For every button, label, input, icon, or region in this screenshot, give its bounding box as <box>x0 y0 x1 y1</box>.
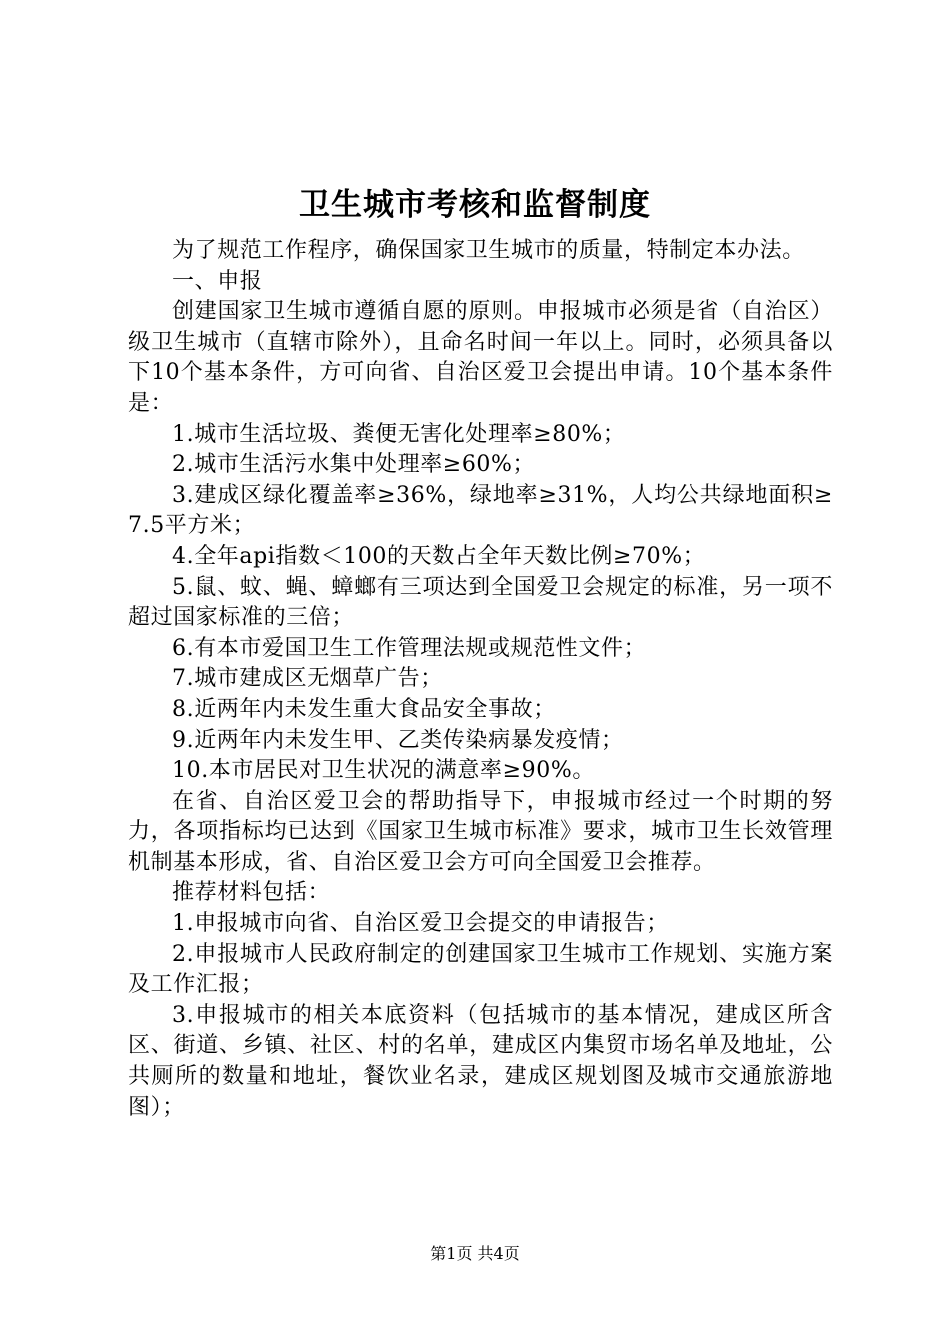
condition-item: 8.近两年内未发生重大食品安全事故； <box>172 696 556 722</box>
paragraph-intro: 为了规范工作程序，确保国家卫生城市的质量，特制定本办法。 <box>172 238 805 263</box>
paragraph-recommendation: 在省、自治区爱卫会的帮助指导下，申报城市经过一个时期的努力，各项指标均已达到《国家卫生城市标准》要求，城市卫生长效管理机制基本形成，省、自治区爱卫会方可向全国爱卫会推荐。 <box>128 788 833 875</box>
material-item: 1.申报城市向省、自治区爱卫会提交的申请报告； <box>172 911 669 937</box>
condition-item: 2.城市生活污水集中处理率≥60%； <box>172 452 536 478</box>
condition-item: 4.全年api指数＜100的天数占全年天数比例≥70%； <box>172 543 706 569</box>
material-item: 2.申报城市人民政府制定的创建国家卫生城市工作规划、实施方案及工作汇报； <box>128 941 833 998</box>
page-number-footer: 第1页 共4页 <box>430 1244 520 1263</box>
document-title: 卫生城市考核和监督制度 <box>299 187 651 223</box>
paragraph-principle: 创建国家卫生城市遵循自愿的原则。申报城市必须是省（自治区）级卫生城市（直辖市除外），且命名时间一年以上。同时，必须具备以下10个基本条件，方可向省、自治区爱卫会提出申请。10个基本条件是： <box>128 299 833 416</box>
document-body <box>128 236 833 1123</box>
condition-item: 3.建成区绿化覆盖率≥36%，绿地率≥31%，人均公共绿地面积≥7.5平方米； <box>128 482 833 539</box>
condition-item: 7.城市建成区无烟草广告； <box>172 666 443 692</box>
condition-item: 6.有本市爱国卫生工作管理法规或规范性文件； <box>172 635 647 661</box>
materials-heading: 推荐材料包括： <box>172 880 331 906</box>
condition-item: 1.城市生活垃圾、粪便无害化处理率≥80%； <box>172 421 626 447</box>
condition-item: 10.本市居民对卫生状况的满意率≥90%。 <box>172 758 595 784</box>
condition-item: 5.鼠、蚊、蝇、蟑螂有三项达到全国爱卫会规定的标准，另一项不超过国家标准的三倍； <box>128 574 833 631</box>
material-item: 3.申报城市的相关本底资料（包括城市的基本情况，建成区所含区、街道、乡镇、社区、村的名单，建成区内集贸市场名单及地址，公共厕所的数量和地址，餐饮业名录，建成区规划图及城市交通旅游地图）； <box>128 1002 833 1120</box>
condition-item: 9.近两年内未发生甲、乙类传染病暴发疫情； <box>172 727 624 753</box>
section-heading-application: 一、申报 <box>172 268 263 294</box>
